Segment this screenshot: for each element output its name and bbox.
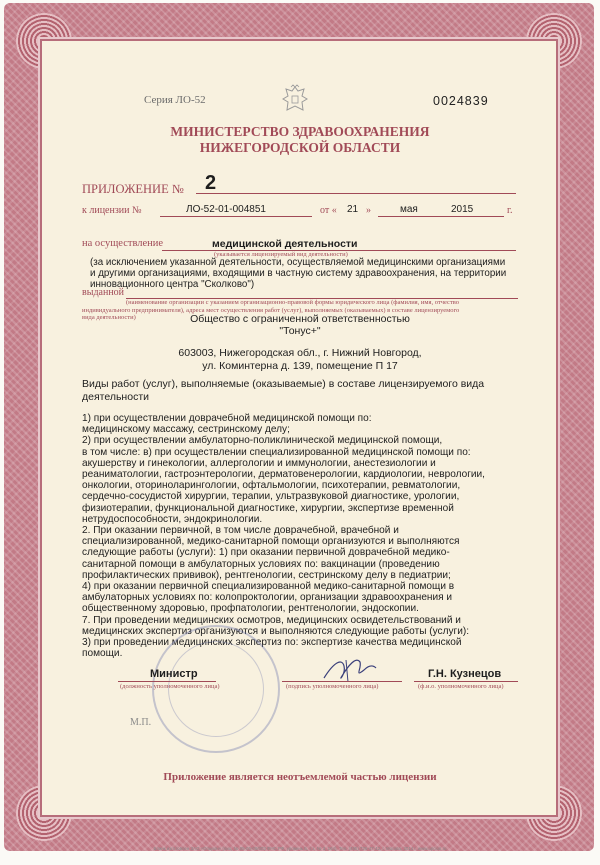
signatory-name: Г.Н. Кузнецов [428,668,502,680]
appendix-footer-note: Приложение является неотъемлемой частью лицензии [163,771,437,783]
license-month: мая [400,204,418,215]
works-line: 2) при осуществлении амбулаторно-поликлинической медицинской помощи, [82,435,443,447]
works-line: сердечно-сосудистой хирургии, терапии, ультразвуковой диагностике, урологии, [82,491,460,503]
license-year-suffix: г. [507,205,513,216]
name-caption: (ф.и.о. уполномоченного лица) [418,683,504,690]
works-line: помощи. [82,648,123,660]
license-prefix: к лицензии № [82,205,142,216]
works-line: профилактических прививок), рентгенологии, сестринскому делу в педиатрии; [82,569,451,581]
coat-of-arms-icon [280,84,310,116]
works-line: 3) при проведении медицинских экспертиз по: экспертизе качества медицинской [82,637,462,649]
printer-imprint: Бланк изготовлен ЗАО «Опцион» (лиц. № 05-05-09/003 ФНС РФ, уровень Б, т.з. № 3, 164). Тел. (495) 726-47-42, г. Москва, 2014 г. www.opcion.ru [153,846,447,851]
organization-name-line2: "Тонус+" [279,325,321,337]
works-line: 2. При оказании первичной, в том числе доврачебной, врачебной и [82,525,399,537]
license-date-from: от « [320,205,337,216]
works-line: 7. При проведении медицинских осмотров, медицинских освидетельствований и [82,614,461,626]
works-heading: Виды работ (услуг), выполняемые (оказываемые) в составе лицензируемого вида деятельности [82,378,485,403]
license-number-underline [160,216,312,217]
works-line: амбулаторных условиях по: колопроктологии, организации здравоохранения и [82,592,453,604]
works-line: медицинскому массажу, сестринскому делу; [82,424,290,436]
appendix-underline [196,193,516,194]
works-line: медицинских экспертиз организуются и выполняются следующие работы (услуги): [82,625,470,637]
works-line: специализированной, медико-санитарной помощи организуются и выполняются [82,536,460,548]
works-line: 1) при осуществлении доврачебной медицинской помощи по: [82,413,372,424]
license-year: 2015 [451,204,474,215]
seal-label: М.П. [130,717,152,728]
issued-label: выданной [82,287,125,298]
position-caption: (должность уполномоченного лица) [120,683,220,690]
form-number: 0024839 [433,94,489,108]
organization-address-line1: 603003, Нижегородская обл., г. Нижний Новгород, [178,347,422,359]
works-line: онкологии, оториноларингологии, офтальмологии, психотерапии, ревматологии, [82,480,461,492]
signatory-position: Министр [150,668,198,680]
activity-label: на осуществление [82,238,164,249]
works-line: нетрудоспособности, эндокринологии. [82,513,263,525]
appendix-label: ПРИЛОЖЕНИЕ № [82,182,184,196]
activity-note: (за исключением указанной деятельности, осуществляемой медицинскими организациями и другими организациями, входящими в частную систему здравоохранения, на территории инновационного центра "Сколково") [90,257,507,291]
name-underline [414,681,518,682]
works-line: акушерству и гинекологии, аллергологии и иммунологии, анестезиологии и [82,457,436,469]
works-line: 4) при оказании первичной специализированной медико-санитарной помощи в [82,581,455,593]
activity-value: медицинской деятельности [212,238,358,250]
ministry-name-line1: МИНИСТЕРСТВО ЗДРАВООХРАНЕНИЯ [170,124,430,139]
ministry-name-line2: НИЖЕГОРОДСКОЙ ОБЛАСТИ [199,140,401,155]
signature-underline [282,681,402,682]
organization-name-line1: Общество с ограниченной ответственностью [190,313,410,325]
works-line: общественному здоровью, профпатологии, рентгенологии, эндоскопии. [82,603,419,615]
works-line: реаниматологии, гастроэнтерологии, дерматовенерологии, кардиологии, неврологии, [82,469,485,481]
works-line: в том числе: в) при осуществлении специализированной медицинской помощи по: [82,446,471,458]
issued-caption: (наименование организации с указанием организационно-правовой формы юридического лица (фамилия, имя, отчество индивидуального предпринимателя), адреса мест осуществления работ (услуг), выполняемых (оказываемых) в составе лицензируемого вида деятельности) [82,299,460,322]
signature-caption: (подпись уполномоченного лица) [286,683,379,690]
appendix-number: 2 [205,172,217,194]
form-series: Серия ЛО-52 [144,94,206,106]
works-line: физиотерапии, функциональной диагностике, хирургии, экспертизе временной [82,502,454,514]
position-underline [118,681,216,682]
license-day-close: » [366,205,371,216]
license-day: 21 [347,204,359,215]
works-line: санитарной помощи в амбулаторных условиях по: вакцинации (проведению [82,558,440,570]
license-date-underline [378,216,504,217]
organization-address-line2: ул. Коминтерна д. 139, помещение П 17 [202,360,398,372]
activity-caption: (указывается лицензируемый вид деятельности) [214,251,348,258]
license-number: ЛО-52-01-004851 [186,204,266,215]
works-list [82,413,522,659]
works-line: следующие работы (услуги): 1) при оказании первичной доврачебной медико- [82,547,450,559]
